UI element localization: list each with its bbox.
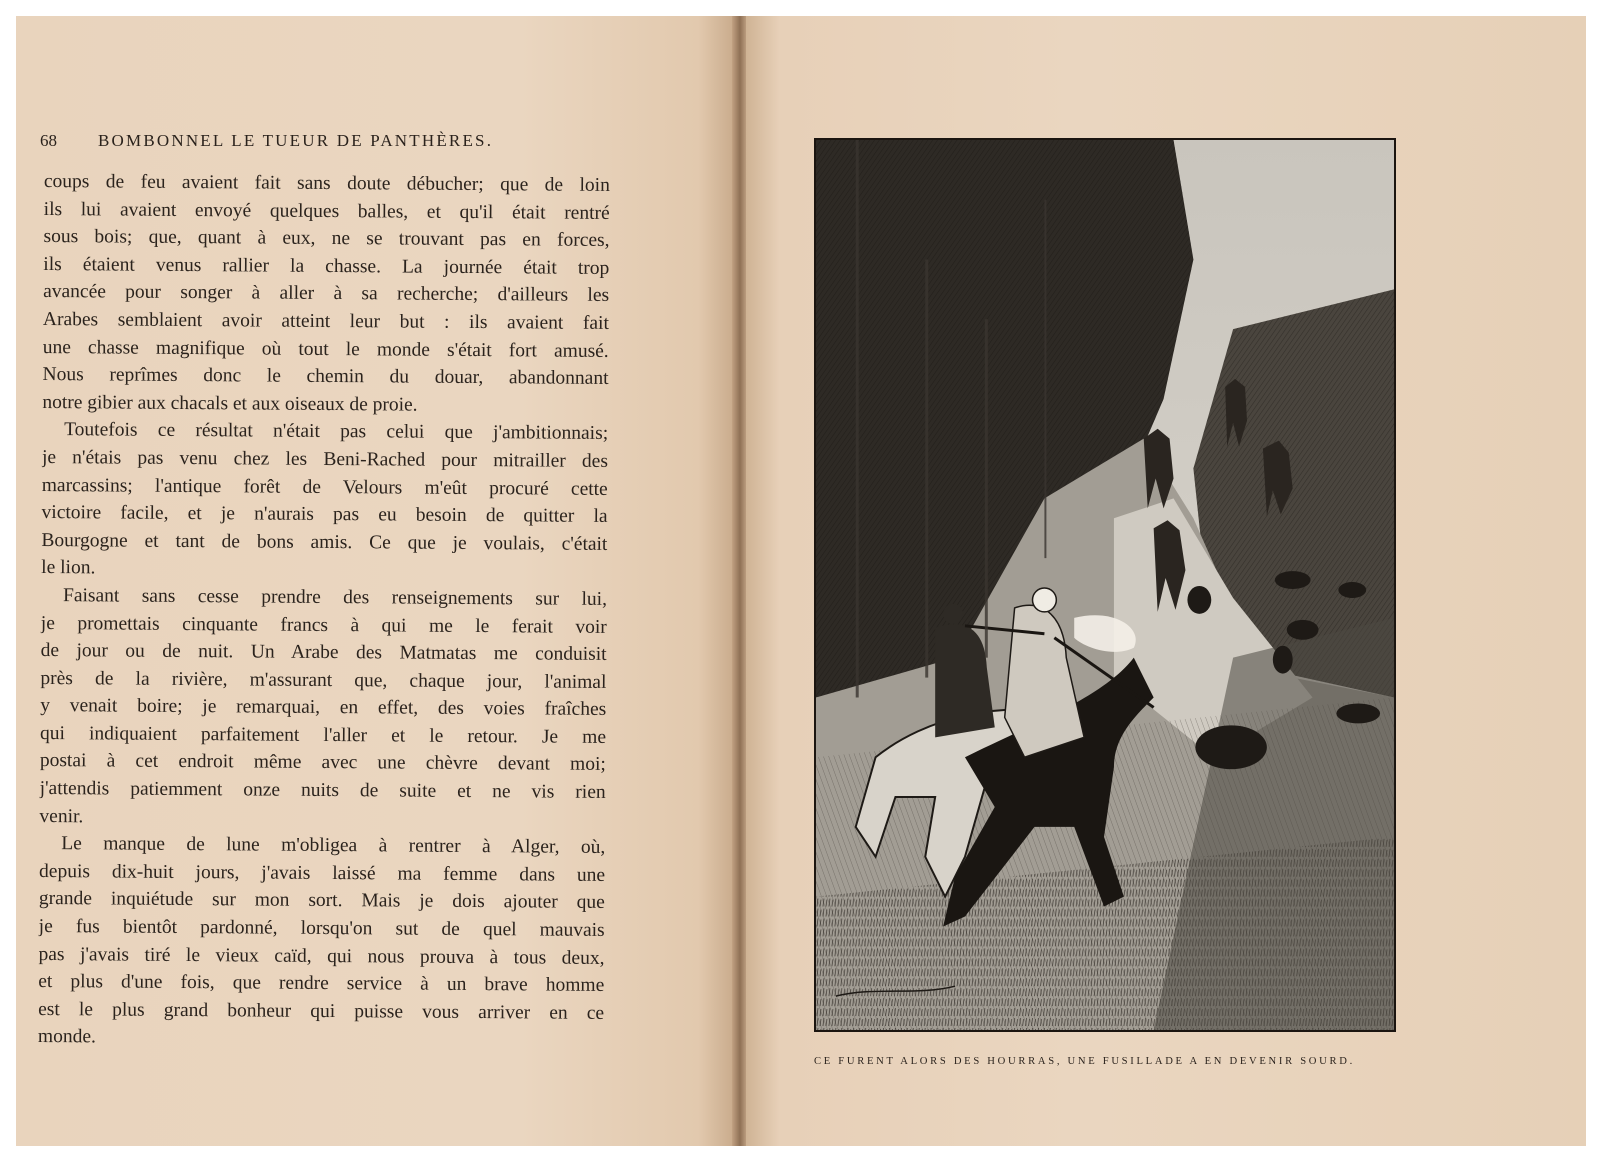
engraving-hunt-scene	[816, 140, 1394, 1030]
text-line: Bourgogne et tant de bons amis. Ce que je voulais, c'était	[41, 529, 608, 555]
running-head-title: BOMBONNEL LE TUEUR DE PANTHÈRES.	[98, 131, 494, 150]
text-line: postai à cet endroit même avec une chèvre devant moi;	[39, 750, 606, 776]
text-line: sous bois; que, quant à eux, ne se trouvant pas en forces,	[43, 226, 610, 252]
running-head	[40, 131, 600, 151]
text-line: victoire facile, et je n'aurais pas eu besoin de quitter la	[41, 502, 608, 528]
text-line: près de la rivière, m'assurant que, chaque jour, l'animal	[40, 667, 607, 693]
text-line: est le plus grand bonheur qui puisse vous arriver en ce	[38, 998, 605, 1024]
text-line: je n'étais pas venu chez les Beni-Rached pour mitrailler des	[41, 446, 609, 472]
text-line: ils lui avaient envoyé quelques balles, et qu'il était rentré	[43, 198, 610, 224]
text-line: une chasse magnifique où tout le monde s'était fort amusé.	[42, 336, 609, 362]
text-line: Faisant sans cesse prendre des renseignements sur lui,	[62, 585, 608, 610]
text-line: Le manque de lune m'obligea à rentrer à Alger, où,	[61, 833, 606, 859]
text-line: qui indiquaient parfaitement l'aller et le retour. Je me	[39, 722, 607, 748]
left-page	[16, 16, 734, 1146]
text-line: je promettais cinquante francs à qui me le ferait voir	[40, 612, 607, 638]
text-line: Arabes semblaient avoir atteint leur but : ils avaient fait	[42, 308, 610, 334]
page-number: 68	[40, 131, 57, 150]
text-line: avancée pour songer à aller à sa recherche; d'ailleurs les	[43, 281, 610, 307]
text-line: j'attendis patiemment onze nuits de suite et ne vis rien	[39, 778, 606, 803]
text-line: grande inquiétude sur mon sort. Mais je dois ajouter que	[38, 888, 605, 914]
text-line: Nous reprîmes donc le chemin du douar, abandonnant	[42, 364, 609, 390]
text-line: et plus d'une fois, que rendre service à un brave homme	[38, 971, 605, 997]
text-line: y venait boire; je remarquai, en effet, des voies fraîches	[40, 695, 607, 721]
text-line: coups de feu avaient fait sans doute débucher; que de loin	[43, 170, 610, 196]
text-line: notre gibier aux chacals et aux oiseaux de proie.	[42, 391, 418, 416]
text-line: monde.	[37, 1026, 96, 1048]
text-line: depuis dix-huit jours, j'avais laissé ma femme dans une	[39, 860, 606, 886]
text-line: marcassins; l'antique forêt de Velours m'eût procuré cette	[41, 474, 608, 500]
body-text	[38, 168, 610, 1055]
text-line: ils étaient venus rallier la chasse. La journée était trop	[43, 253, 610, 279]
illustration-caption: CE FURENT ALORS DES HOURRAS, UNE FUSILLADE A EN DEVENIR SOURD.	[814, 1056, 1355, 1067]
text-line: de jour ou de nuit. Un Arabe des Matmatas me conduisit	[40, 640, 607, 666]
text-line: Toutefois ce résultat n'était pas celui que j'ambitionnais;	[64, 419, 609, 445]
engraving-illustration	[814, 138, 1396, 1032]
text-line: je fus bientôt pardonné, lorsqu'on sut de quel mauvais	[38, 916, 605, 941]
text-line: pas j'avais tiré le vieux caïd, qui nous prouva à tous deux,	[38, 943, 605, 969]
text-line: venir.	[39, 805, 84, 827]
text-line: le lion.	[41, 557, 96, 579]
